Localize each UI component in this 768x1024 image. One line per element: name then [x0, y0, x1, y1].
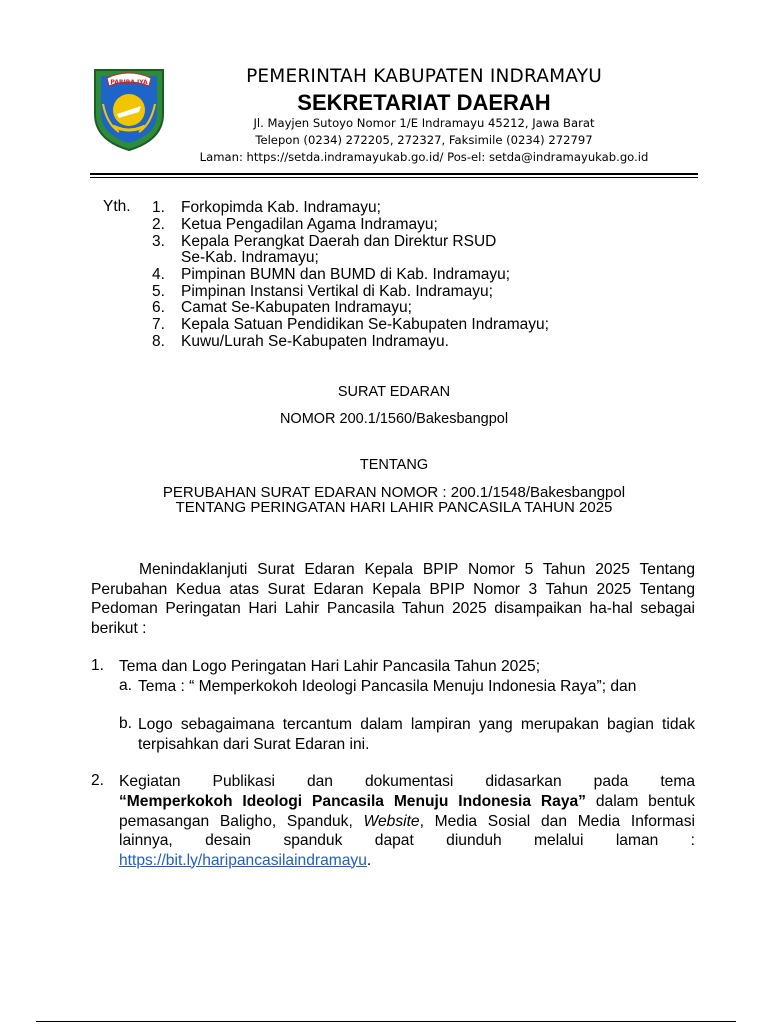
recipient-item — [152, 333, 449, 350]
point-number: 1. — [91, 657, 105, 674]
recipient-text: Kepala Satuan Pendidikan Se-Kabupaten Indramayu; — [181, 316, 549, 333]
letterhead-web: Laman: https://setda.indramayukab.go.id/ Pos-el: setda@indramayukab.go.id — [199, 150, 649, 164]
sub-item-text: Tema : “ Memperkokoh Ideologi Pancasila Menuju Indonesia Raya”; dan — [138, 678, 637, 695]
recipient-text: Camat Se-Kabupaten Indramayu; — [181, 299, 412, 316]
recipient-number: 7. — [152, 316, 165, 333]
point-trailing: . — [366, 851, 372, 869]
recipient-text: Kepala Perangkat Daerah dan Direktur RSUD — [181, 233, 497, 250]
recipient-text: Pimpinan BUMN dan BUMD di Kab. Indramayu; — [181, 266, 511, 283]
document-type: SURAT EDARAN — [337, 384, 451, 400]
point-number: 2. — [91, 772, 105, 789]
recipient-item — [152, 199, 381, 216]
page-bottom-rule — [36, 1021, 736, 1022]
point-text-start: Kegiatan Publikasi dan dokumentasi didasarkan pada tema — [119, 773, 695, 790]
recipient-text-continuation: Se-Kab. Indramayu; — [181, 249, 319, 266]
sub-item-label: a. — [119, 677, 133, 694]
recipient-number: 1. — [152, 199, 165, 216]
recipient-number: 2. — [152, 216, 165, 233]
recipient-number: 5. — [152, 283, 165, 300]
recipient-item — [152, 216, 438, 233]
recipient-number: 8. — [152, 333, 165, 350]
letterhead-address: Jl. Mayjen Sutoyo Nomor 1/E Indramayu 45212, Jawa Barat — [253, 116, 595, 130]
letterhead-rule-thin — [90, 177, 698, 178]
recipient-number: 4. — [152, 266, 165, 283]
logo-caption: PARIBA IYA — [110, 79, 148, 86]
letterhead-phone: Telepon (0234) 272205, 272327, Faksimile (0234) 272797 — [255, 133, 593, 147]
download-link[interactable]: https://bit.ly/haripancasilaindramayu — [119, 851, 367, 869]
subject-line-2: TENTANG PERINGATAN HARI LAHIR PANCASILA TAHUN 2025 — [175, 499, 613, 516]
point-text-end: , Media Sosial dan Media Informasi lainnya, desain spanduk dapat diunduh melalui laman : — [119, 812, 695, 849]
about-label: TENTANG — [359, 457, 429, 473]
sub-item-text: Logo sebagaimana tercantum dalam lampiran yang merupakan bagian tidak terpisahkan dari Surat Edaran ini. — [138, 716, 695, 753]
document-number: NOMOR 200.1/1560/Bakesbangpol — [279, 411, 509, 427]
letterhead-office: SEKRETARIAT DAERAH — [297, 90, 551, 115]
recipient-item — [152, 299, 412, 316]
letterhead-government: PEMERINTAH KABUPATEN INDRAMAYU — [246, 66, 602, 87]
recipient-item — [152, 266, 510, 283]
point-text-body — [119, 792, 695, 870]
letterhead-rule-thick — [90, 173, 698, 175]
theme-bold: “Memperkokoh Ideologi Pancasila Menuju Indonesia Raya” — [119, 793, 586, 810]
point-text: Tema dan Logo Peringatan Hari Lahir Pancasila Tahun 2025; — [119, 658, 541, 675]
recipient-item — [152, 283, 493, 300]
recipient-text: Kuwu/Lurah Se-Kabupaten Indramayu. — [181, 333, 449, 350]
recipient-item — [152, 316, 549, 333]
intro-paragraph: Menindaklanjuti Surat Edaran Kepala BPIP Nomor 5 Tahun 2025 Tentang Perubahan Kedua atas Surat Edaran Kepala BPIP Nomor 3 Tahun 2025 Tentang Pedoman Peringatan Hari Lahir Pancasila Tahun 2025 disampaikan ha-hal sebagai berikut : — [91, 561, 695, 637]
recipient-number: 3. — [152, 233, 165, 250]
recipient-prefix: Yth. — [103, 198, 131, 215]
point-text-mid: dalam bentuk pemasangan Baligho, Spanduk, — [119, 793, 695, 830]
recipient-item — [152, 233, 496, 250]
regency-logo — [89, 64, 169, 152]
recipient-text: Ketua Pengadilan Agama Indramayu; — [181, 216, 438, 233]
recipient-text: Pimpinan Instansi Vertikal di Kab. Indramayu; — [181, 283, 493, 300]
recipient-text: Forkopimda Kab. Indramayu; — [181, 199, 381, 216]
subject-line-1: PERUBAHAN SURAT EDARAN NOMOR : 200.1/1548/Bakesbangpol — [162, 484, 626, 501]
recipient-number: 6. — [152, 299, 165, 316]
website-italic: Website — [363, 812, 420, 830]
sub-item-label: b. — [119, 715, 133, 732]
